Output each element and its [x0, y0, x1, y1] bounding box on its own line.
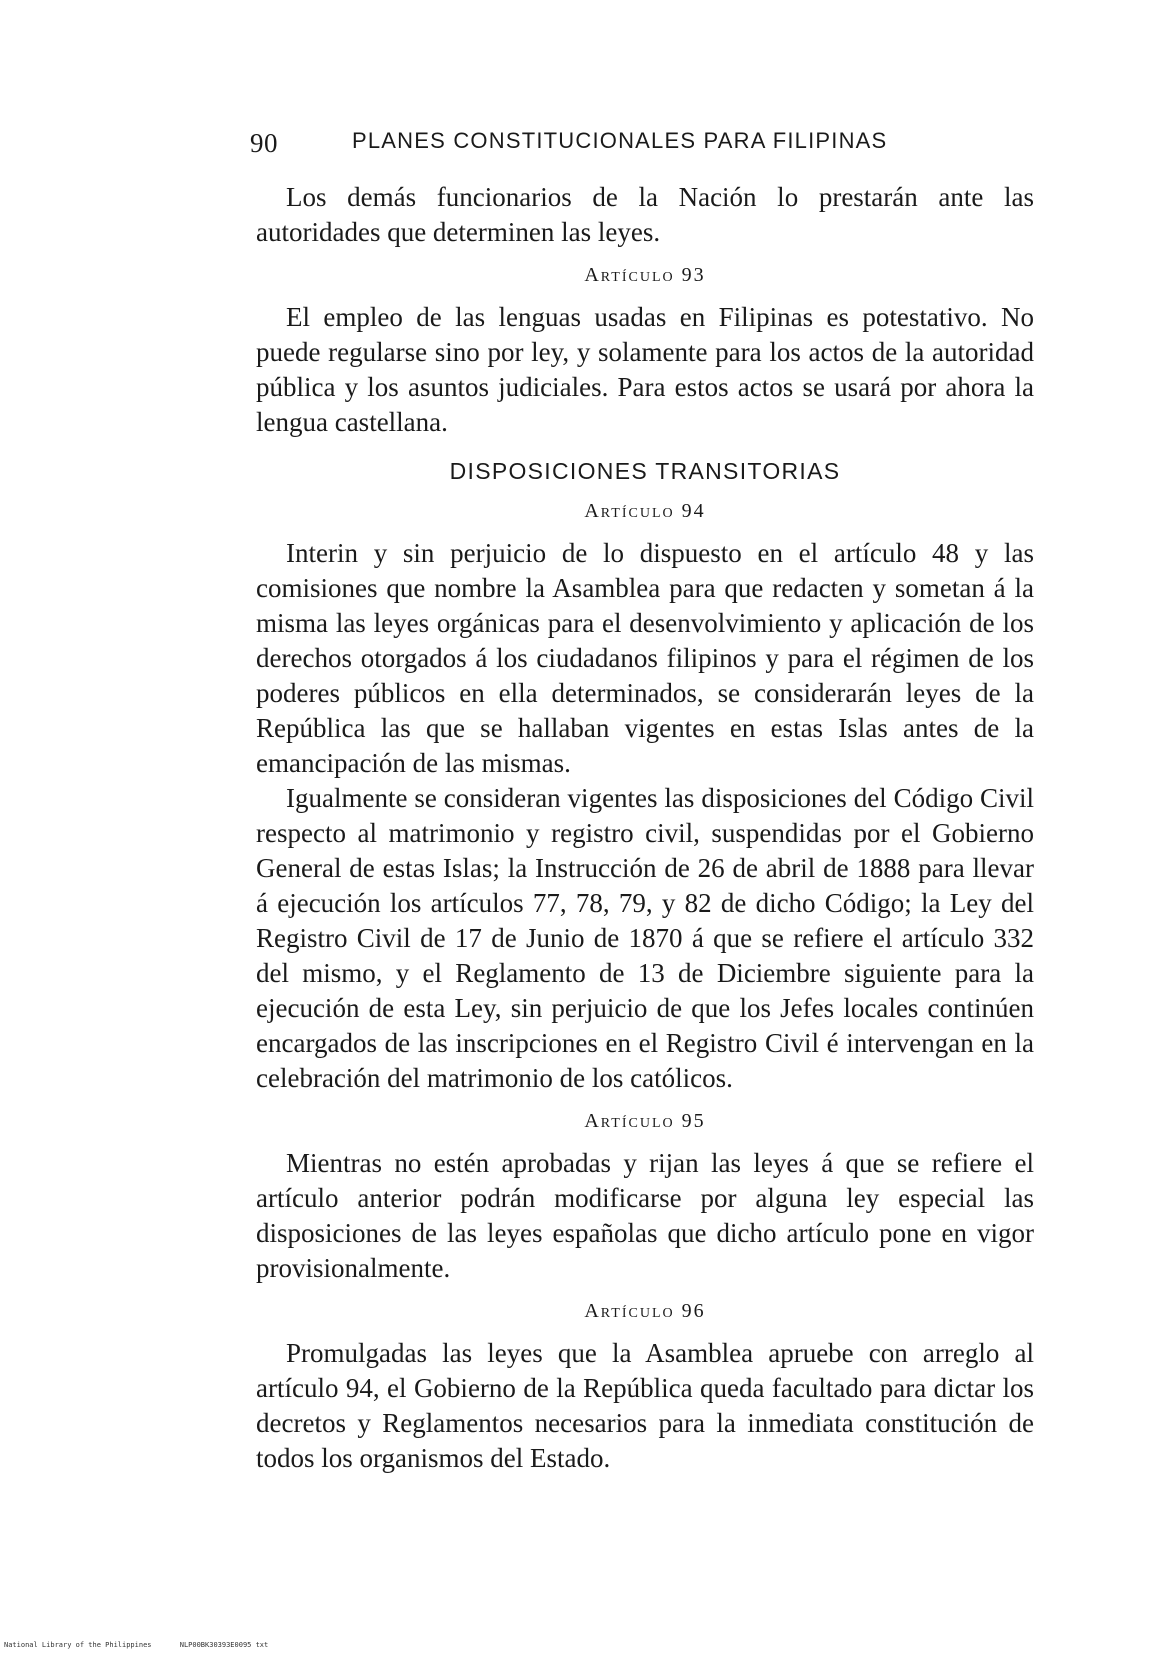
page-header [250, 128, 1010, 168]
footer-library: National Library of the Philippines [4, 1641, 152, 1649]
section-title: DISPOSICIONES TRANSITORIAS [449, 458, 841, 484]
page-number: 90 [250, 128, 278, 158]
article-93-heading: Artículo 93 [584, 264, 706, 286]
article-96-heading: Artículo 96 [584, 1300, 706, 1322]
article-93-text: El empleo de las lenguas usadas en Filipinas es potestativo. No puede regularse sino por ley, y solamente para los actos de la autoridad pública y los asuntos judiciales. Para estos actos se usará por ahora la lengua castellana. [256, 302, 1034, 437]
body-text [256, 180, 1034, 1476]
article-94-heading: Artículo 94 [584, 500, 706, 522]
article-96-text: Promulgadas las leyes que la Asamblea apruebe con arreglo al artículo 94, el Gobierno de la República queda facultado para dictar los decretos y Reglamentos necesarios para la inmediata constitución de todos los organismos del Estado. [256, 1338, 1034, 1473]
footer-code: NLP00BK30393E0095 txt [179, 1641, 269, 1649]
article-94-paragraph-1: Interin y sin perjuicio de lo dispuesto en el artículo 48 y las comisiones que nombre la Asamblea para que redacten y sometan á la misma las leyes orgánicas para el desenvolvimiento y aplicación de los derechos otorgados á los ciudadanos filipinos y para el régimen de los poderes públicos en ella determinados, se considerarán leyes de la República las que se hallaban vigentes en estas Islas antes de la emancipación de las mismas. [256, 538, 1034, 778]
intro-paragraph: Los demás funcionarios de la Nación lo prestarán ante las autoridades que determinen las leyes. [256, 182, 1034, 247]
article-94-paragraph-2: Igualmente se consideran vigentes las disposiciones del Código Civil respecto al matrimonio y registro civil, suspendidas por el Gobierno General de estas Islas; la Instrucción de 26 de abril de 1888 para llevar á ejecución los artículos 77, 78, 79, y 82 de dicho Código; la Ley del Registro Civil de 17 de Junio de 1870 á que se refiere el artículo 332 del mismo, y el Reglamento de 13 de Diciembre siguiente para la ejecución de esta Ley, sin perjuicio de que los Jefes locales continúen encargados de las inscripciones en el Registro Civil é intervengan en la celebración del matrimonio de los católicos. [256, 783, 1034, 1093]
scan-footer [4, 1641, 292, 1649]
article-95-heading: Artículo 95 [584, 1110, 706, 1132]
article-95-text: Mientras no estén aprobadas y rijan las leyes á que se refiere el artículo anterior podrán modificarse por alguna ley especial las disposiciones de las leyes españolas que dicho artículo pone en vigor provisionalmente. [256, 1148, 1034, 1283]
running-title: PLANES CONSTITUCIONALES PARA FILIPINAS [352, 128, 888, 153]
